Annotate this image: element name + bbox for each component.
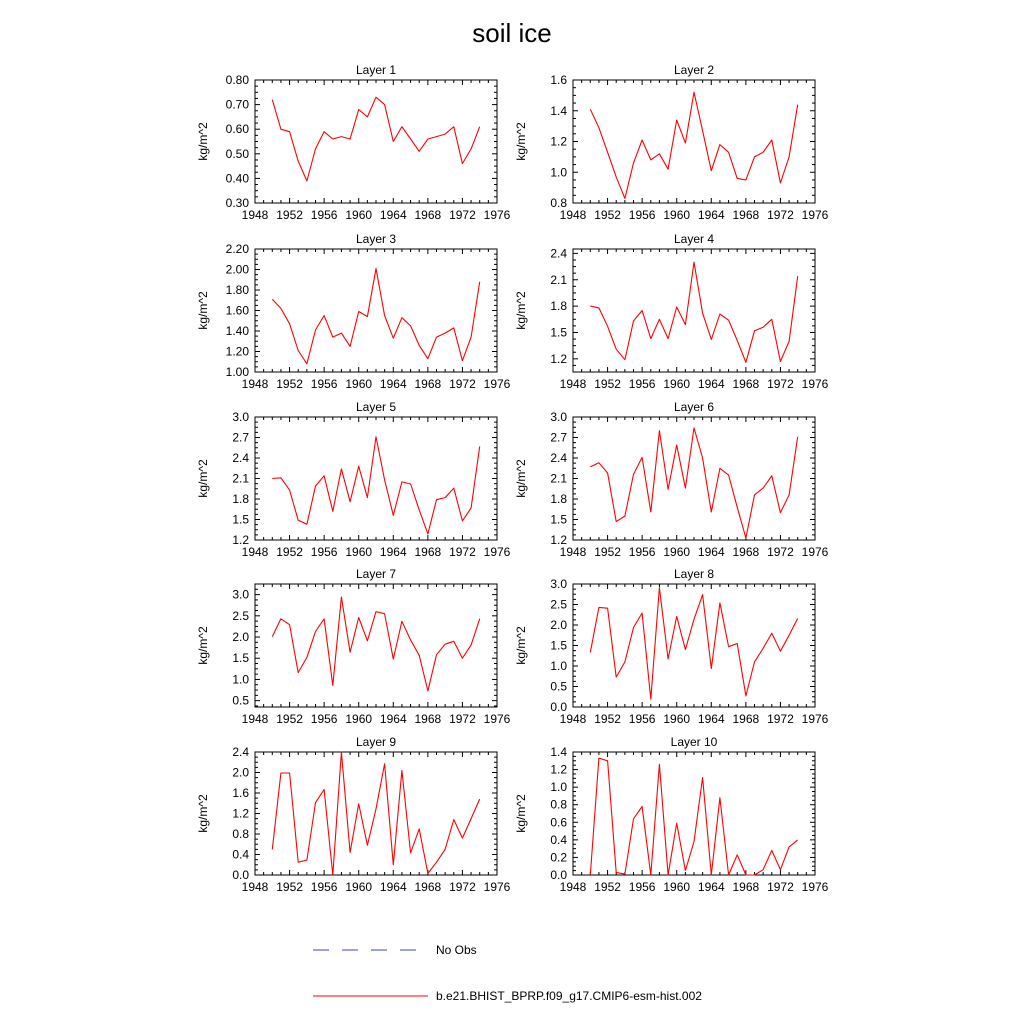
y-tick-label: 0.50 — [225, 146, 249, 161]
y-axis-label: kg/m^2 — [196, 626, 210, 665]
y-tick-label: 2.5 — [232, 608, 249, 623]
panel-title: Layer 7 — [355, 567, 397, 581]
x-tick-label: 1972 — [449, 545, 476, 559]
y-tick-label: 1.4 — [550, 103, 567, 118]
y-tick-label: 1.5 — [232, 512, 249, 527]
plot-frame — [573, 417, 815, 540]
x-tick-label: 1968 — [732, 712, 760, 726]
x-tick-label: 1976 — [483, 208, 511, 222]
y-tick-label: 1.8 — [550, 299, 567, 314]
y-tick-label: 0.0 — [550, 868, 567, 882]
x-tick-label: 1960 — [345, 377, 373, 391]
y-tick-label: 2.4 — [550, 451, 567, 465]
x-tick-label: 1960 — [663, 545, 691, 559]
y-tick-label: 0.5 — [232, 693, 249, 708]
x-tick-label: 1964 — [697, 712, 725, 726]
panel-title: Layer 1 — [355, 63, 397, 77]
panel-layer-2 — [514, 63, 829, 222]
x-tick-label: 1964 — [697, 377, 725, 391]
x-tick-label: 1964 — [697, 880, 725, 894]
x-tick-label: 1948 — [559, 880, 587, 894]
x-tick-label: 1948 — [559, 377, 587, 391]
y-tick-label: 1.2 — [550, 351, 567, 366]
x-tick-label: 1976 — [801, 880, 829, 894]
x-tick-label: 1964 — [379, 377, 407, 391]
y-tick-label: 1.0 — [232, 672, 249, 687]
y-tick-label: 0.30 — [225, 196, 249, 210]
y-axis-label: kg/m^2 — [196, 291, 210, 330]
y-tick-label: 1.8 — [232, 492, 249, 506]
y-tick-label: 2.1 — [550, 471, 567, 486]
y-tick-label: 2.1 — [232, 471, 249, 486]
panel-layer-10 — [514, 735, 829, 894]
x-tick-label: 1968 — [414, 377, 442, 391]
x-tick-label: 1976 — [483, 377, 511, 391]
x-tick-label: 1968 — [732, 377, 760, 391]
y-axis-label: kg/m^2 — [514, 794, 528, 833]
y-tick-label: 0.40 — [225, 171, 249, 186]
x-tick-label: 1968 — [414, 208, 442, 222]
x-tick-label: 1972 — [449, 880, 476, 894]
x-tick-label: 1972 — [449, 712, 476, 726]
panel-title: Layer 10 — [670, 735, 718, 749]
x-tick-label: 1948 — [241, 377, 269, 391]
plot-frame — [573, 584, 815, 707]
x-tick-label: 1972 — [449, 208, 476, 222]
x-tick-label: 1952 — [594, 545, 621, 559]
x-tick-label: 1952 — [594, 880, 621, 894]
legend-label-no-obs: No Obs — [436, 943, 477, 957]
plot-frame — [573, 80, 815, 203]
y-tick-label: 1.5 — [232, 651, 249, 666]
x-tick-label: 1960 — [345, 712, 373, 726]
x-tick-label: 1952 — [276, 377, 303, 391]
y-tick-label: 0.80 — [225, 73, 249, 87]
panel-layer-5 — [196, 400, 511, 559]
y-tick-label: 1.5 — [550, 638, 567, 653]
x-tick-label: 1964 — [379, 712, 407, 726]
y-axis-label: kg/m^2 — [196, 794, 210, 833]
y-tick-label: 1.2 — [550, 134, 567, 149]
x-tick-label: 1960 — [663, 377, 691, 391]
x-tick-label: 1976 — [801, 208, 829, 222]
y-tick-label: 2.5 — [550, 597, 567, 612]
x-tick-label: 1956 — [628, 545, 656, 559]
y-tick-label: 1.6 — [550, 73, 567, 87]
y-tick-label: 0.5 — [550, 679, 567, 694]
x-tick-label: 1964 — [379, 208, 407, 222]
x-tick-label: 1956 — [628, 377, 656, 391]
y-tick-label: 0.4 — [550, 832, 567, 847]
x-tick-label: 1968 — [414, 712, 442, 726]
panel-layer-1 — [196, 63, 511, 222]
series-line — [272, 269, 479, 364]
series-line — [590, 588, 797, 700]
y-tick-label: 2.4 — [550, 246, 567, 261]
y-tick-label: 2.1 — [550, 272, 567, 287]
x-tick-label: 1968 — [732, 545, 760, 559]
y-tick-label: 1.0 — [550, 780, 567, 795]
panel-title: Layer 5 — [355, 400, 397, 414]
x-tick-label: 1948 — [241, 880, 269, 894]
x-tick-label: 1956 — [310, 880, 338, 894]
y-axis-label: kg/m^2 — [514, 459, 528, 498]
x-tick-label: 1948 — [559, 208, 587, 222]
x-tick-label: 1948 — [241, 545, 269, 559]
x-tick-label: 1976 — [483, 880, 511, 894]
y-tick-label: 2.00 — [225, 262, 249, 277]
series-line — [272, 597, 479, 691]
y-tick-label: 1.4 — [550, 745, 567, 759]
x-tick-label: 1960 — [663, 712, 691, 726]
series-line — [272, 437, 479, 534]
panel-layer-8 — [514, 567, 829, 726]
y-tick-label: 0.8 — [550, 797, 567, 812]
x-tick-label: 1972 — [767, 712, 794, 726]
figure-title: soil ice — [472, 18, 552, 48]
panel-layer-4 — [514, 232, 829, 391]
panel-layer-7 — [196, 567, 511, 726]
y-tick-label: 2.20 — [225, 242, 249, 256]
y-tick-label: 1.8 — [550, 492, 567, 506]
x-tick-label: 1968 — [414, 880, 442, 894]
panel-title: Layer 6 — [673, 400, 715, 414]
series-line — [272, 97, 479, 181]
y-tick-label: 0.8 — [232, 827, 249, 841]
x-tick-label: 1948 — [559, 712, 587, 726]
x-tick-label: 1956 — [310, 208, 338, 222]
x-tick-label: 1972 — [449, 377, 476, 391]
x-tick-label: 1956 — [310, 712, 338, 726]
y-tick-label: 0.4 — [232, 847, 249, 862]
y-tick-label: 1.00 — [225, 365, 249, 379]
x-tick-label: 1952 — [594, 712, 621, 726]
y-tick-label: 1.0 — [550, 165, 567, 180]
y-tick-label: 2.0 — [232, 765, 249, 780]
y-tick-label: 1.0 — [550, 659, 567, 673]
x-tick-label: 1972 — [767, 208, 794, 222]
plot-frame — [255, 752, 497, 875]
panel-title: Layer 3 — [355, 232, 397, 246]
x-tick-label: 1976 — [483, 545, 511, 559]
y-tick-label: 1.6 — [232, 786, 249, 800]
panel-layer-6 — [514, 400, 829, 559]
panels — [196, 63, 829, 894]
plot-frame — [255, 417, 497, 540]
x-tick-label: 1952 — [276, 880, 303, 894]
x-tick-label: 1948 — [559, 545, 587, 559]
x-tick-label: 1968 — [414, 545, 442, 559]
x-tick-label: 1960 — [663, 208, 691, 222]
x-tick-label: 1968 — [732, 880, 760, 894]
y-tick-label: 1.20 — [225, 344, 249, 359]
y-tick-label: 3.0 — [550, 410, 567, 424]
y-tick-label: 1.5 — [550, 512, 567, 527]
panel-title: Layer 8 — [673, 567, 715, 581]
y-tick-label: 1.2 — [232, 533, 249, 547]
series-line — [590, 758, 797, 875]
y-tick-label: 3.0 — [232, 410, 249, 424]
x-tick-label: 1960 — [663, 880, 691, 894]
legend-label-model: b.e21.BHIST_BPRP.f09_g17.CMIP6-esm-hist.002 — [436, 989, 702, 1003]
x-tick-label: 1948 — [241, 208, 269, 222]
panel-title: Layer 2 — [673, 63, 715, 77]
y-tick-label: 0.2 — [550, 850, 567, 865]
x-tick-label: 1952 — [276, 712, 303, 726]
series-line — [272, 752, 479, 875]
y-axis-label: kg/m^2 — [196, 459, 210, 498]
x-tick-label: 1956 — [628, 880, 656, 894]
x-tick-label: 1976 — [483, 712, 511, 726]
x-tick-label: 1964 — [697, 545, 725, 559]
y-tick-label: 0.60 — [225, 122, 249, 137]
x-tick-label: 1956 — [310, 545, 338, 559]
y-tick-label: 2.4 — [232, 745, 249, 759]
y-tick-label: 0.70 — [225, 97, 249, 112]
y-tick-label: 1.2 — [232, 806, 249, 821]
y-tick-label: 0.0 — [232, 868, 249, 882]
x-tick-label: 1956 — [310, 377, 338, 391]
x-tick-label: 1964 — [379, 880, 407, 894]
x-tick-label: 1956 — [628, 208, 656, 222]
y-tick-label: 2.7 — [232, 430, 249, 445]
x-tick-label: 1960 — [345, 880, 373, 894]
x-tick-label: 1972 — [767, 880, 794, 894]
x-tick-label: 1968 — [732, 208, 760, 222]
y-tick-label: 3.0 — [550, 577, 567, 591]
x-tick-label: 1972 — [767, 545, 794, 559]
y-tick-label: 0.0 — [550, 700, 567, 714]
y-tick-label: 3.0 — [232, 587, 249, 602]
y-axis-label: kg/m^2 — [514, 626, 528, 665]
panel-layer-3 — [196, 232, 511, 391]
series-line — [590, 92, 797, 198]
y-tick-label: 1.2 — [550, 533, 567, 547]
x-tick-label: 1948 — [241, 712, 269, 726]
y-tick-label: 1.5 — [550, 325, 567, 340]
legend — [313, 943, 702, 1003]
x-tick-label: 1964 — [379, 545, 407, 559]
x-tick-label: 1972 — [767, 377, 794, 391]
x-tick-label: 1960 — [345, 545, 373, 559]
x-tick-label: 1964 — [697, 208, 725, 222]
series-line — [590, 262, 797, 362]
plot-frame — [573, 752, 815, 875]
x-tick-label: 1960 — [345, 208, 373, 222]
y-tick-label: 1.2 — [550, 762, 567, 777]
x-tick-label: 1956 — [628, 712, 656, 726]
x-tick-label: 1976 — [801, 545, 829, 559]
series-line — [590, 428, 797, 538]
x-tick-label: 1952 — [594, 377, 621, 391]
y-tick-label: 0.8 — [550, 196, 567, 210]
y-tick-label: 2.0 — [550, 618, 567, 632]
x-tick-label: 1952 — [276, 208, 303, 222]
plot-frame — [255, 584, 497, 707]
x-tick-label: 1976 — [801, 712, 829, 726]
y-tick-label: 2.4 — [232, 451, 249, 465]
y-tick-label: 1.80 — [225, 283, 249, 297]
y-tick-label: 1.60 — [225, 303, 249, 318]
panel-title: Layer 4 — [673, 232, 715, 246]
y-axis-label: kg/m^2 — [514, 291, 528, 330]
y-axis-label: kg/m^2 — [514, 122, 528, 161]
y-tick-label: 2.7 — [550, 430, 567, 445]
x-tick-label: 1952 — [594, 208, 621, 222]
panel-title: Layer 9 — [355, 735, 397, 749]
x-tick-label: 1976 — [801, 377, 829, 391]
x-tick-label: 1952 — [276, 545, 303, 559]
panel-layer-9 — [196, 735, 511, 894]
y-tick-label: 0.6 — [550, 815, 567, 830]
y-axis-label: kg/m^2 — [196, 122, 210, 161]
y-tick-label: 1.40 — [225, 324, 249, 338]
y-tick-label: 2.0 — [232, 630, 249, 645]
